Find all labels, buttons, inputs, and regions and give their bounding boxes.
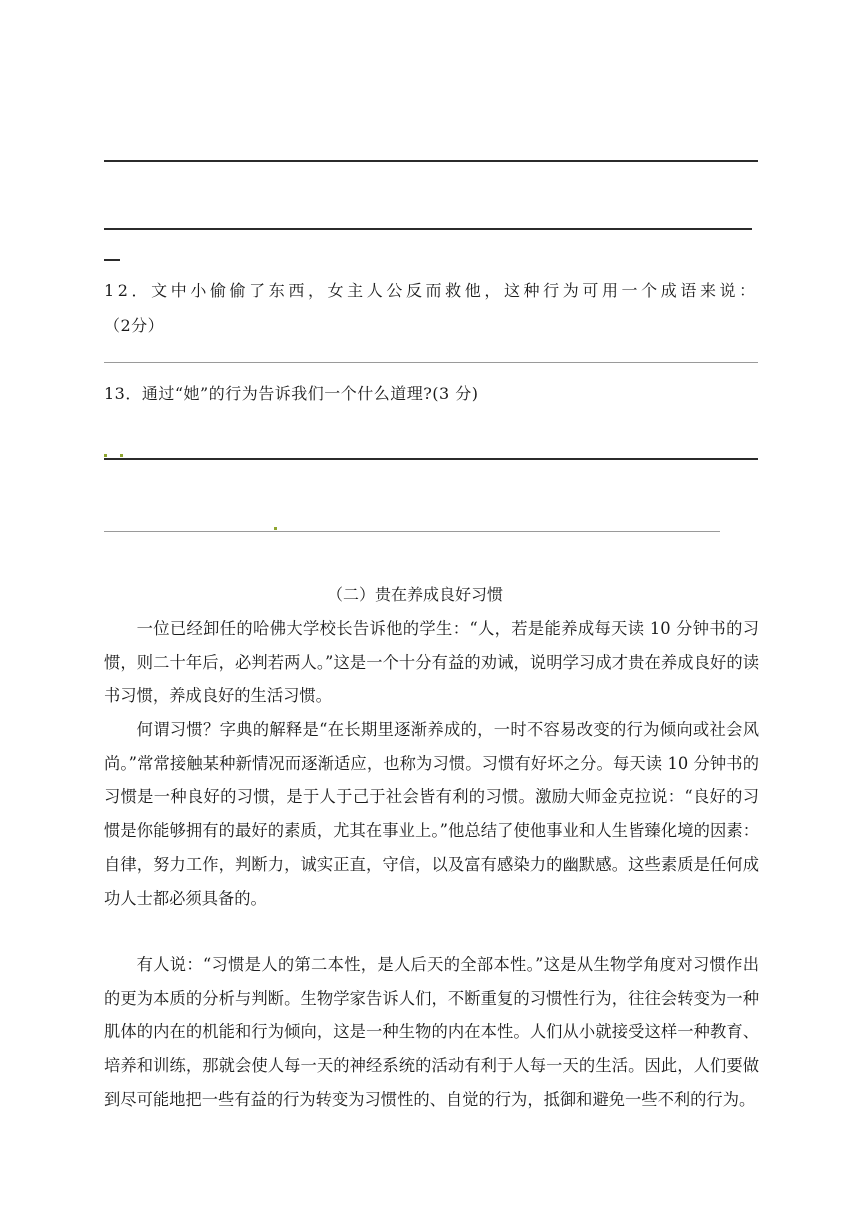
speck-mark [274, 527, 277, 530]
answer-line-2 [104, 228, 752, 230]
answer-line-1 [104, 160, 758, 162]
section-heading [0, 582, 860, 605]
speck-mark [120, 454, 123, 457]
paragraph-3: 有人说：“习惯是人的第二本性，是人后天的全部本性。”这是从生物学角度对习惯作出的更为本质的分析与判断。生物学家告诉人们，不断重复的习惯性行为，往往会转变为一种肌体的内在的机能和行为倾向，这是一种生物的内在本性。人们从小就接受这样一种教育、培养和训练，那就会使人每一天的神经系统的活动有利于人每一天的生活。因此，人们要做到尽可能地把一些有益的行为转变为习惯性的、自觉的行为，抵御和避免一些不利的行为。 [104, 955, 759, 1109]
answer-line-q12 [104, 362, 758, 363]
section-heading-text: （二）贵在养成良好习惯 [326, 585, 503, 604]
question-13: 13．通过“她”的行为告诉我们一个什么道理?(3 分) [104, 384, 479, 403]
answer-line-q13-2 [104, 531, 720, 532]
paragraph-1: 一位已经卸任的哈佛大学校长告诉他的学生：“人，若是能养成每天读 10 分钟书的习惯，则二十年后，必判若两人。”这是一个十分有益的劝诫，说明学习成才贵在养成良好的读书习惯，养成良好的生活习惯。 [104, 619, 759, 706]
answer-line-2-tail [104, 259, 120, 261]
question-12-line-2: （2分） [104, 316, 165, 335]
paragraph-2: 何谓习惯？字典的解释是“在长期里逐渐养成的，一时不容易改变的行为倾向或社会风尚。”常常接触某种新情况而逐渐适应，也称为习惯。习惯有好坏之分。每天读 10 分钟书的习惯是一种良好的习惯，是于人于己于社会皆有利的习惯。激励大师金克拉说：“良好的习惯是你能够拥有的最好的素质，尤其在事业上。”他总结了使他事业和人生皆臻化境的因素：自律，努力工作，判断力，诚实正直，守信，以及富有感染力的幽默感。这些素质是任何成功人士都必须具备的。 [104, 720, 759, 908]
question-12-line-1: 12．文中小偷偷了东西，女主人公反而救他，这种行为可用一个成语来说： [104, 281, 759, 300]
speck-mark [104, 454, 107, 457]
answer-line-q13-1 [104, 458, 758, 460]
